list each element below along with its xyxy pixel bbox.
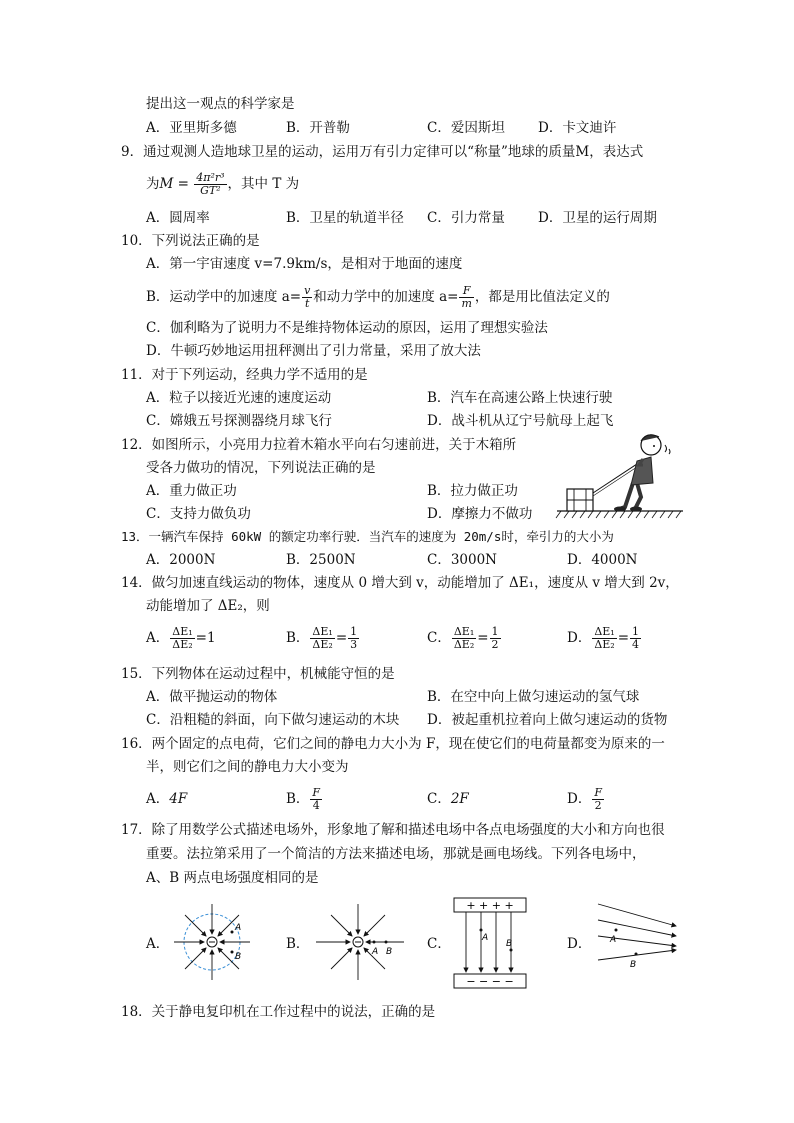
q13-option-d: D．4000N [567, 552, 638, 568]
q8-stem: 提出这一观点的科学家是 [146, 96, 295, 112]
q10-option-d: D．牛顿巧妙地运用扭秤测出了引力常量，采用了放大法 [146, 343, 481, 359]
q10-option-c: C．伽利略为了说明力不是维持物体运动的原因，运用了理想实验法 [146, 320, 548, 336]
q12-option-b: B．拉力做正功 [427, 483, 518, 499]
q17-b-point-b: B [386, 947, 393, 957]
q17-field-figure-a [170, 900, 254, 984]
q9-stem: 9．通过观测人造地球卫星的运动，运用万有引力定律可以“称量”地球的质量M，表达式 [121, 144, 644, 160]
q9-option-c: C．引力常量 [427, 210, 505, 226]
q11-option-b: B．汽车在高速公路上快速行驶 [427, 390, 613, 406]
q15-option-c: C．沿粗糙的斜面，向下做匀速运动的木块 [146, 712, 400, 728]
q12-option-a: A．重力做正功 [146, 483, 237, 499]
q17-option-b-label: B． [286, 936, 310, 952]
q17-option-d-label: D． [567, 936, 592, 952]
q15-option-a: A．做平抛运动的物体 [146, 689, 278, 705]
q10-option-a: A．第一宇宙速度 v=7.9km/s，是相对于地面的速度 [146, 256, 463, 272]
q14-stem: 14．做匀加速直线运动的物体，速度从 0 增大到 v，动能增加了 ΔE₁，速度从 v 增大到 2v， [121, 575, 679, 591]
q12-stem: 12．如图所示，小亮用力拉着木箱水平向右匀速前进，关于木箱所 [121, 437, 517, 453]
q17-d-point-a: A [610, 935, 617, 945]
q17-stem-2: 重要。法拉第采用了一个简洁的方法来描述电场，那就是画电场线。下列各电场中， [146, 846, 646, 862]
q17-b-point-a: A [372, 947, 379, 957]
q14-option-d: D． $\frac{\text{ΔE₁}}{\text{ΔE₂}}$ = $\frac{1}{4}$ [567, 625, 640, 651]
q18-stem: 18．关于静电复印机在工作过程中的说法，正确的是 [121, 1004, 436, 1020]
q11-option-d: D．战斗机从辽宁号航母上起飞 [427, 413, 614, 429]
q16-option-c: C．2F [427, 791, 469, 807]
q10-stem: 10．下列说法正确的是 [121, 233, 260, 249]
q8-option-a: A．亚里斯多德 [146, 120, 237, 136]
q15-option-b: B．在空中向上做匀速运动的氢气球 [427, 689, 640, 705]
q16-option-a: A．4F [146, 791, 188, 807]
q17-c-negative-plate: − − − − [466, 975, 514, 988]
q13-stem: 13．一辆汽车保持 60kW 的额定功率行驶．当汽车的速度为 20m/s时，牵引力的大小为 [121, 529, 614, 544]
q17-c-point-a: A [482, 933, 489, 943]
q8-option-d: D．卡文迪许 [538, 120, 617, 136]
q9-formula: $\frac{\text{4π²r³}}{\text{GT²}}$ [196, 171, 225, 197]
q9-option-a: A．圆周率 [146, 210, 210, 226]
q8-option-c: C．爱因斯坦 [427, 120, 505, 136]
q8-option-b: B．开普勒 [286, 120, 350, 136]
q15-stem: 15．下列物体在运动过程中，机械能守恒的是 [121, 666, 395, 682]
q12-option-d: D．摩擦力不做功 [427, 506, 533, 522]
q12-stem-2: 受各力做功的情况，下列说法正确的是 [146, 460, 376, 476]
q17-c-point-b: B [506, 939, 513, 949]
q16-stem: 16．两个固定的点电荷，它们之间的静电力大小为 F，现在使它们的电荷量都变为原来的一 [121, 736, 665, 752]
q9-option-d: D．卫星的运行周期 [538, 210, 657, 226]
q9-option-b: B．卫星的轨道半径 [286, 210, 404, 226]
q10-option-b: B．运动学中的加速度 a= $\frac{v}{t}$ 和动力学中的加速度 a= $\frac{F}{m}$ ，都是用比值法定义的 [146, 284, 610, 310]
q17-a-point-b: B [235, 952, 242, 962]
q13-option-a: A．2000N [146, 552, 216, 568]
q13-option-b: B．2500N [286, 552, 356, 568]
q17-field-figure-b [312, 900, 408, 984]
q16-stem-2: 半，则它们之间的静电力大小变为 [146, 759, 349, 775]
q14-option-a: A． $\frac{\text{ΔE₁}}{\text{ΔE₂}}$ =1 [146, 625, 216, 651]
q17-field-figure-c [452, 896, 528, 990]
q17-stem-3: A、B 两点电场强度相同的是 [146, 870, 319, 886]
q17-option-a-label: A． [146, 936, 170, 952]
q14-option-b: B． $\frac{\text{ΔE₁}}{\text{ΔE₂}}$ = $\frac{1}{3}$ [286, 625, 358, 651]
q17-a-point-a: A [235, 923, 242, 933]
q12-option-c: C．支持力做负功 [146, 506, 251, 522]
q13-option-c: C．3000N [427, 552, 497, 568]
q17-field-figure-d [592, 900, 682, 980]
q9-formula-line: 为M = $\frac{\text{4π²r³}}{\text{GT²}}$ ，其中 T 为 [146, 171, 300, 197]
q11-option-c: C．嫦娥五号探测器绕月球飞行 [146, 413, 332, 429]
q15-option-d: D．被起重机拉着向上做匀速运动的货物 [427, 712, 668, 728]
q11-option-a: A．粒子以接近光速的速度运动 [146, 390, 332, 406]
q17-d-point-b: B [630, 960, 637, 970]
q14-stem-2: 动能增加了 ΔE₂，则 [146, 598, 270, 614]
boy-pulling-crate-figure [555, 425, 690, 520]
q17-stem: 17．除了用数学公式描述电场外，形象地了解和描述电场中各点电场强度的大小和方向也很 [121, 822, 665, 838]
q14-option-c: C． $\frac{\text{ΔE₁}}{\text{ΔE₂}}$ = $\frac{1}{2}$ [427, 625, 499, 651]
q17-c-positive-plate: + + + + [466, 899, 514, 912]
q16-option-b: B． $\frac{F}{4}$ [286, 786, 321, 812]
q16-option-d: D． $\frac{F}{2}$ [567, 786, 602, 812]
q17-option-c-label: C． [427, 936, 451, 952]
q11-stem: 11．对于下列运动，经典力学不适用的是 [121, 367, 368, 383]
